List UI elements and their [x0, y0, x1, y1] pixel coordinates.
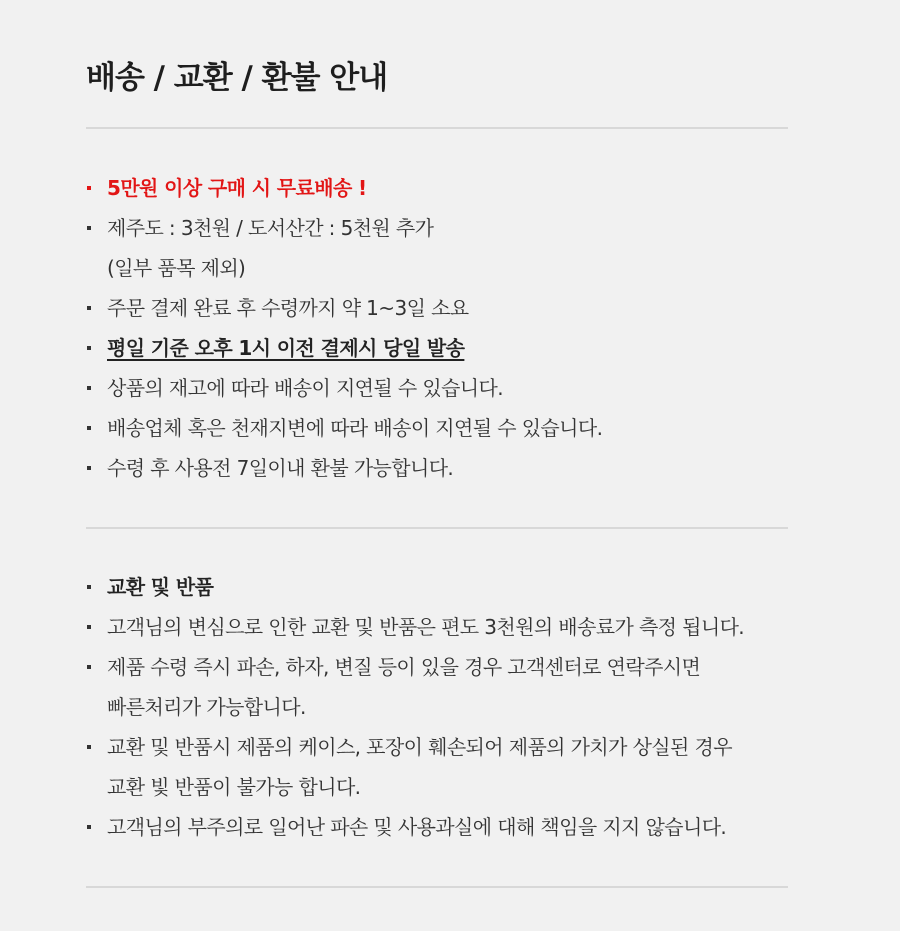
- bullet-icon: [87, 386, 91, 390]
- bullet-icon: [87, 745, 91, 749]
- bullet-icon: [87, 466, 91, 470]
- bullet-icon: [87, 585, 91, 589]
- divider-middle: [86, 527, 788, 529]
- bullet-icon: [87, 226, 91, 230]
- bullet-icon: [87, 665, 91, 669]
- list-item: 제주도 : 3천원 / 도서산간 : 5천원 추가 (일부 품목 제외): [86, 208, 788, 288]
- exchange-info-list: [86, 567, 788, 847]
- free-shipping-notice: 5만원 이상 구매 시 무료배송 !: [86, 168, 788, 208]
- bullet-icon: [87, 306, 91, 310]
- divider-top: [86, 127, 788, 129]
- bullet-icon: [87, 426, 91, 430]
- bullet-icon: [87, 346, 91, 350]
- list-item: 고객님의 부주의로 일어난 파손 및 사용과실에 대해 책임을 지지 않습니다.: [86, 807, 788, 847]
- list-item: 교환 및 반품시 제품의 케이스, 포장이 훼손되어 제품의 가치가 상실된 경우 교환 빛 반품이 불가능 합니다.: [86, 727, 788, 807]
- list-item: 상품의 재고에 따라 배송이 지연될 수 있습니다.: [86, 368, 788, 408]
- same-day-shipping-notice: 평일 기준 오후 1시 이전 결제시 당일 발송: [86, 328, 788, 368]
- shipping-info-list: [86, 168, 788, 488]
- exchange-heading: 교환 및 반품: [86, 567, 788, 607]
- list-item: 주문 결제 완료 후 수령까지 약 1~3일 소요: [86, 288, 788, 328]
- bullet-icon: [87, 825, 91, 829]
- bullet-icon: [87, 625, 91, 629]
- list-item: 고객님의 변심으로 인한 교환 및 반품은 편도 3천원의 배송료가 측정 됩니다.: [86, 607, 788, 647]
- page-title: 배송 / 교환 / 환불 안내: [86, 60, 388, 96]
- divider-bottom: [86, 886, 788, 888]
- list-item: 배송업체 혹은 천재지변에 따라 배송이 지연될 수 있습니다.: [86, 408, 788, 448]
- list-item: 수령 후 사용전 7일이내 환불 가능합니다.: [86, 448, 788, 488]
- list-item: 제품 수령 즉시 파손, 하자, 변질 등이 있을 경우 고객센터로 연락주시면 빠른처리가 가능합니다.: [86, 647, 788, 727]
- bullet-icon: [87, 186, 91, 190]
